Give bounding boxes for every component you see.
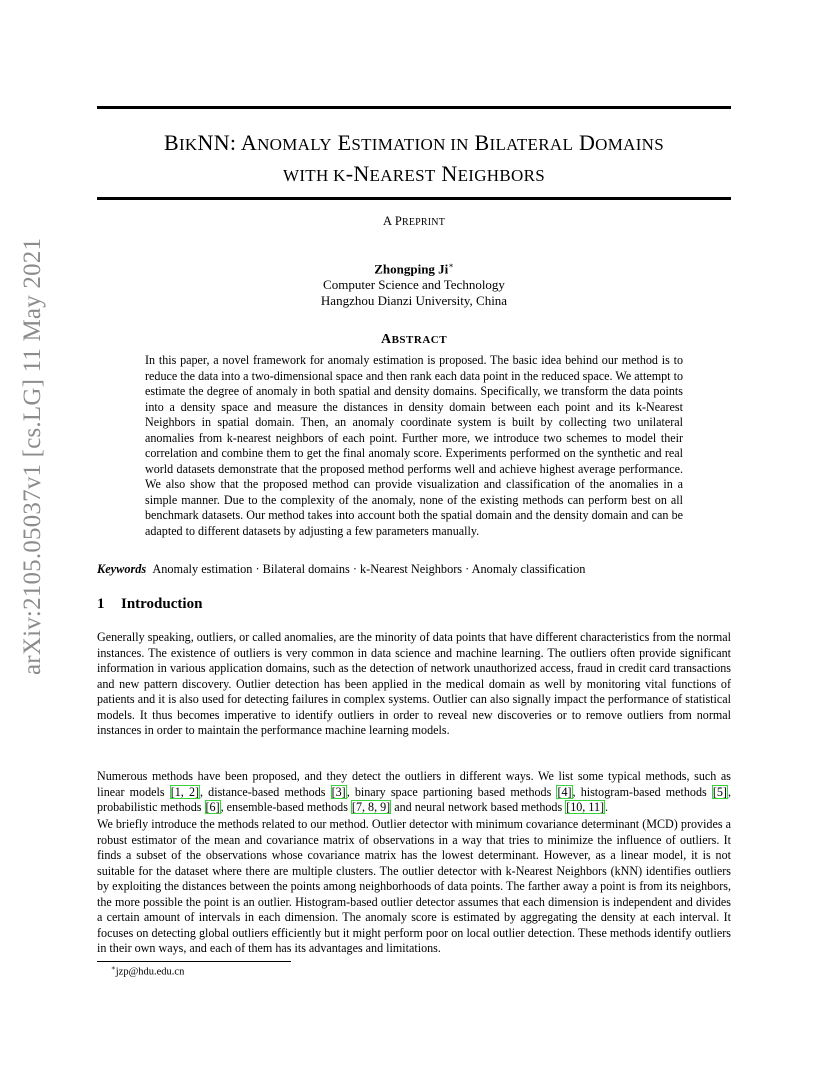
paper-title: BIKNN: ANOMALY ESTIMATION IN BILATERAL DOMAINS WITH K-NEAREST NEIGHBORS — [163, 130, 665, 186]
section-heading — [97, 596, 202, 613]
author-department: Computer Science and Technology — [323, 277, 505, 293]
footnote: ∗jzp@hdu.edu.cn — [111, 964, 185, 978]
keywords-list: Anomaly estimation · Bilateral domains · k-Nearest Neighbors · Anomaly classification — [152, 562, 586, 576]
preprint-label: A PREPRINT — [382, 214, 446, 228]
footnote-rule — [97, 961, 291, 962]
citation-link[interactable]: [1, 2] — [170, 784, 200, 799]
abstract-heading: ABSTRACT — [380, 332, 448, 347]
citation-link[interactable]: [3] — [331, 784, 346, 799]
footnote-email: jzp@hdu.edu.cn — [115, 966, 185, 978]
keywords-line — [97, 561, 737, 577]
citation-link[interactable]: [7, 8, 9] — [351, 800, 391, 814]
intro-paragraph-3: We briefly introduce the methods related to our method. Outlier detector with minimum covariance determinant (MCD) provides a robust estimator of the mean and covariance matrix of observations in a way that tries to minimize the influence of outliers. It finds a subset of the observations whose covariance matrix has the lowest determinant. However, as a linear model, it is not suitable for the dataset where there are multiple clusters. The outlier detector with k-Nearest Neighbors (kNN) identifies outliers by exploiting the distances between the points among neighborhoods of data points. The farther away a point is from its neighbors, the more possible the point is an outlier. Histogram-based outlier detector assumes that each dimension is independent and divides a certain amount of intervals in each dimension. The anomaly score is estimated by aggregating the density at each interval. It focuses on detecting global outliers efficiently but it might perform poor on local outlier detection. These methods identify outliers in their own ways, and each of them has its advantages and limitations. — [97, 817, 731, 955]
section-number: 1 — [97, 596, 105, 612]
keywords-label: Keywords — [97, 562, 147, 576]
title-top-rule — [97, 106, 731, 109]
citation-link[interactable]: [5] — [712, 784, 727, 799]
intro-paragraph-1: Generally speaking, outliers, or called anomalies, are the minority of data points that have different characteristics from the normal instances. The existence of outliers is very common in data science and machine learning. The outliers often provide significant information in various application domains, such as the detection of network unauthorized access, fraud in credit card transactions and new pattern discovery. Outlier detection has been applied in the medical domain as well by monitoring vital functions of patients and it is also used for detecting failures in complex systems. Outlier can also signally impact the performance of statistical models. It thus becomes imperative to identify outliers in order to reveal new discoveries or to remove outliers from normal instances in order to maintain the performance machine learning models. — [97, 630, 731, 737]
citation-link[interactable]: [10, 11] — [566, 800, 605, 814]
author-footnote-mark: ∗ — [448, 261, 454, 270]
intro-paragraph-2: Numerous methods have been proposed, and they detect the outliers in different ways. We list some typical methods, such as linear models [1, 2], distance-based methods [3], binary space partioning based methods [4], histogram-based methods [5], probabilistic methods [6], ensemble-based methods [7, 8, 9] and neural network based methods [10, 11]. — [97, 769, 731, 814]
arxiv-identifier: arXiv:2105.05037v1 [cs.LG] 11 May 2021 — [19, 237, 46, 675]
author-affiliation: Hangzhou Dianzi University, China — [320, 293, 508, 309]
section-title: Introduction — [121, 596, 203, 612]
citation-link[interactable]: [6] — [205, 800, 220, 814]
abstract-text: In this paper, a novel framework for anomaly estimation is proposed. The basic idea behind our method is to reduce the data into a two-dimensional space and then rank each data point in the reduced space. We attempt to estimate the degree of anomaly in both spatial and density domains. Specifically, we transform the data points into a density space and measure the distances in density domain between each point and its k-Nearest Neighbors in spatial domain. Then, an anomaly coordinate system is built by collecting two unilateral anomalies from k-nearest neighbors of each point. Further more, we introduce two schemes to model their correlation and combine them to get the final anomaly score. Experiments performed on the synthetic and real world datasets demonstrate that the proposed method performs well and achieve highest average performance. We also show that the proposed method can provide visualization and classification of the anomalies in a simple manner. Due to the complexity of the anomaly, none of the existing methods can perform best on all benchmark datasets. Our method takes into account both the spatial domain and the density domain and can be adapted to different datasets by adjusting a few parameters manually. — [145, 353, 683, 538]
author-name: Zhongping Ji — [374, 261, 449, 277]
author-block — [0, 258, 828, 309]
citation-link[interactable]: [4] — [557, 784, 572, 799]
title-bottom-rule — [97, 197, 731, 200]
